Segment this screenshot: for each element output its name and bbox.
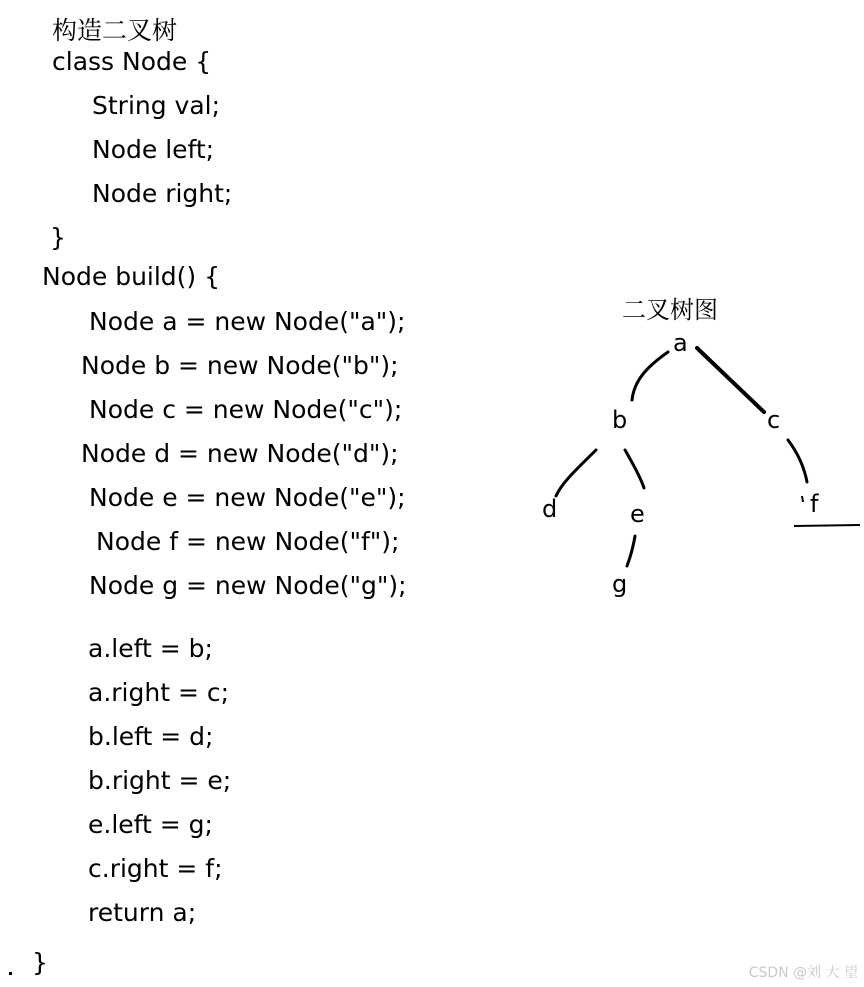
code-line-decl-f: Node f = new Node("f"); <box>96 527 400 556</box>
code-line-field-val: String val; <box>92 91 221 120</box>
code-line-assign-c-right: c.right = f; <box>88 854 223 883</box>
edge-a-b <box>632 352 668 400</box>
code-line-decl-b: Node b = new Node("b"); <box>81 351 399 380</box>
code-line-return: return a; <box>88 898 197 927</box>
edge-e-g <box>627 536 635 566</box>
edge-c-f <box>788 440 807 482</box>
code-line-field-right: Node right; <box>92 179 233 208</box>
code-line-assign-b-left: b.left = d; <box>88 722 214 751</box>
edge-a-c <box>697 348 764 412</box>
code-line-build-close: } <box>32 948 48 977</box>
node-d: d <box>542 495 558 523</box>
code-line-decl-a: Node a = new Node("a"); <box>89 307 406 336</box>
code-line-decl-g: Node g = new Node("g"); <box>89 571 407 600</box>
stray-tick <box>802 496 803 502</box>
code-line-decl-e: Node e = new Node("e"); <box>89 483 406 512</box>
code-line-assign-a-right: a.right = c; <box>88 678 230 707</box>
node-f: f <box>810 490 819 518</box>
node-g: g <box>612 570 628 598</box>
edge-b-d <box>556 450 596 496</box>
node-e: e <box>630 500 645 528</box>
code-line-decl-c: Node c = new Node("c"); <box>89 395 403 424</box>
node-b: b <box>612 406 628 434</box>
code-line-build-open: Node build() { <box>42 262 221 291</box>
code-line-decl-d: Node d = new Node("d"); <box>81 439 399 468</box>
code-line-field-left: Node left; <box>92 135 215 164</box>
page-title: 构造二叉树 <box>52 16 178 45</box>
node-a: a <box>673 329 688 357</box>
watermark: CSDN @刘 大 望 <box>748 965 858 981</box>
code-line-assign-e-left: e.left = g; <box>88 810 213 839</box>
edge-b-e <box>625 450 644 488</box>
stray-underline <box>794 525 860 526</box>
code-line-assign-b-right: b.right = e; <box>88 766 232 795</box>
code-line-assign-a-left: a.left = b; <box>88 634 213 663</box>
code-line-class-open: class Node { <box>52 47 212 76</box>
code-line-class-close: } <box>50 223 66 252</box>
tree-title: 二叉树图 <box>622 296 718 324</box>
node-c: c <box>767 406 781 434</box>
